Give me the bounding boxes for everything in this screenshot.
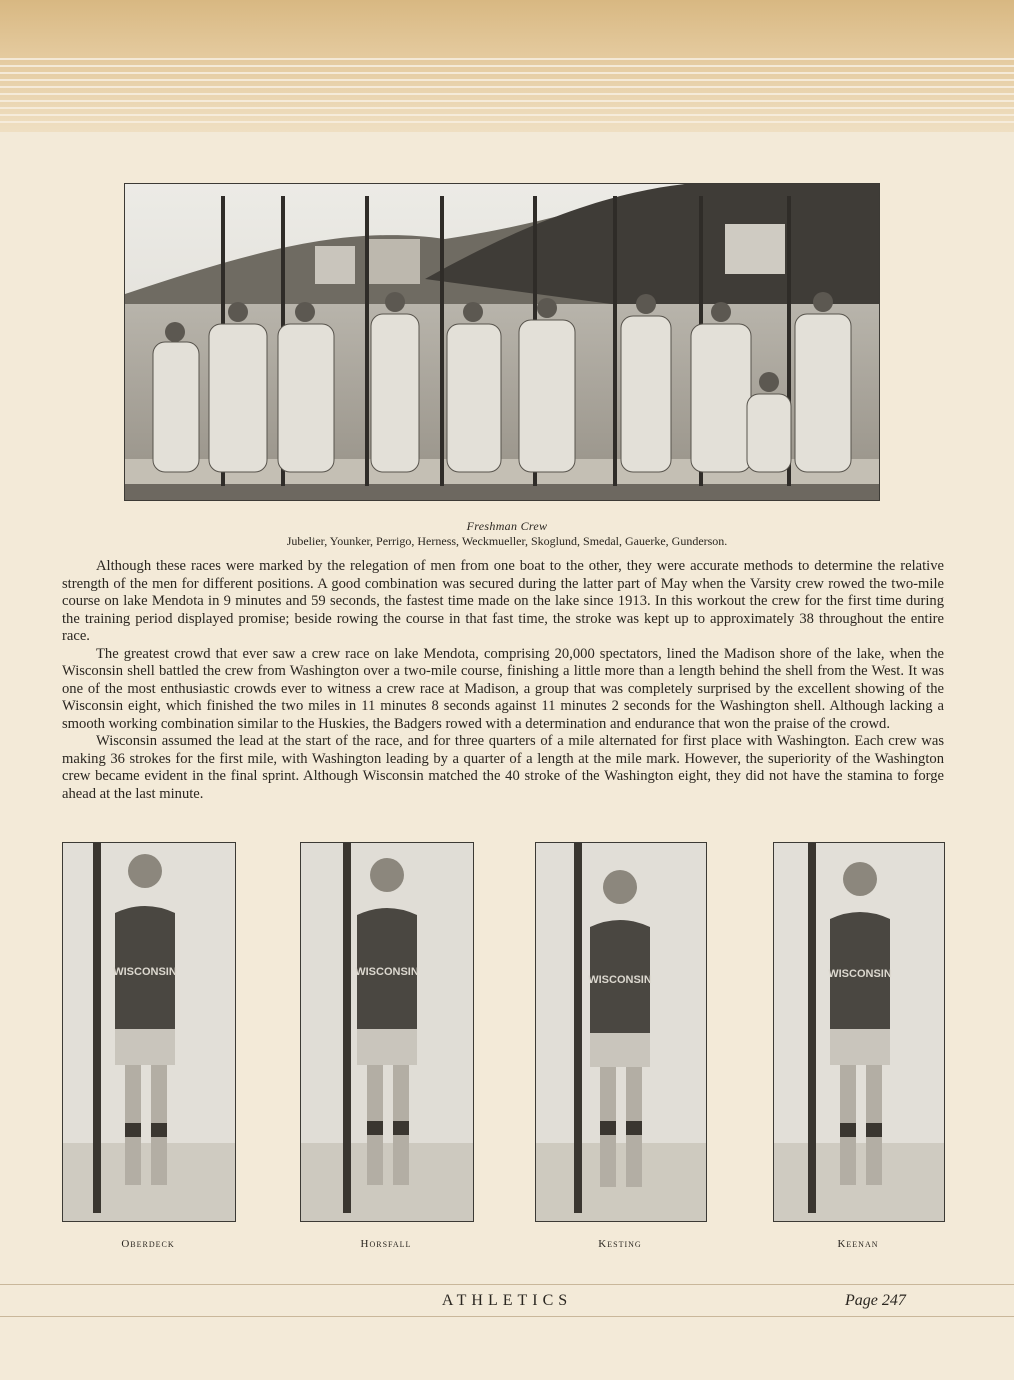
portrait-photo bbox=[773, 842, 945, 1222]
photo-caption-title: Freshman Crew bbox=[466, 519, 548, 533]
footer-rule bbox=[0, 1316, 1014, 1317]
section-title: ATHLETICS bbox=[441, 1292, 573, 1309]
portrait-name: Oberdeck bbox=[121, 1238, 175, 1250]
portrait-name: Horsfall bbox=[360, 1238, 412, 1250]
portrait-photo bbox=[300, 842, 474, 1222]
paragraph: Although these races were marked by the relegation of men from one boat to the other, they were accurate methods to determine the relative strength of the men for different positions. A good combination was secured during the latter part of May when the Varsity crew rowed the two-mile course on lake Mendota in 9 minutes and 59 seconds, the fastest time made on the lake since 1913. In this workout the crew for the first time during the training period displayed promise; beside rowing the course in that fast time, the stroke was kept up to approximately 38 throughout the entire race. bbox=[62, 558, 944, 644]
header-stripes bbox=[0, 58, 1014, 130]
paragraph: Wisconsin assumed the lead at the start of the race, and for three quarters of a mile alternated for first place with Washington. Each crew was making 36 strokes for the first mile, with Washington leading by a quarter of a length at the mile mark. However, the superiority of the Washington crew became evident in the final sprint. Although Wisconsin matched the 40 stroke of the Washington eight, they did not have the stamina to forge ahead at the last minute. bbox=[62, 733, 944, 802]
portrait-photo bbox=[62, 842, 236, 1222]
header-band bbox=[0, 0, 1014, 132]
page-number: Page 247 bbox=[845, 1292, 906, 1309]
jersey-text: WISCONSIN bbox=[113, 966, 177, 978]
photo-caption-names: Jubelier, Younker, Perrigo, Herness, Weckmueller, Skoglund, Smedal, Gauerke, Gunderson. bbox=[286, 534, 728, 548]
freshman-crew-photo bbox=[124, 183, 880, 501]
paragraph: The greatest crowd that ever saw a crew race on lake Mendota, comprising 20,000 spectators, lined the Madison shore of the lake, when the Wisconsin shell battled the crew from Washington over a two-mile course, finishing a little more than a length behind the shell from the West. It was one of the most enthusiastic crowds ever to witness a crew race at Madison, a group that was completely surprised by the excellent showing of the Wisconsin eight, which finished the two miles in 11 minutes 8 seconds against 11 minutes 2 seconds for the Washington shell. Although lacking a smooth working combination similar to the Huskies, the Badgers rowed with a determination and endurance that won the praise of the crowd. bbox=[62, 645, 944, 732]
jersey-text: WISCONSIN bbox=[588, 974, 652, 986]
portrait-name: Keenan bbox=[837, 1238, 879, 1250]
portrait-name: Kesting bbox=[598, 1238, 642, 1250]
jersey-text: WISCONSIN bbox=[355, 966, 419, 978]
jersey-text: WISCONSIN bbox=[828, 968, 892, 980]
article-body bbox=[62, 558, 944, 803]
portrait-photo bbox=[535, 842, 707, 1222]
footer-rule bbox=[0, 1284, 1014, 1285]
